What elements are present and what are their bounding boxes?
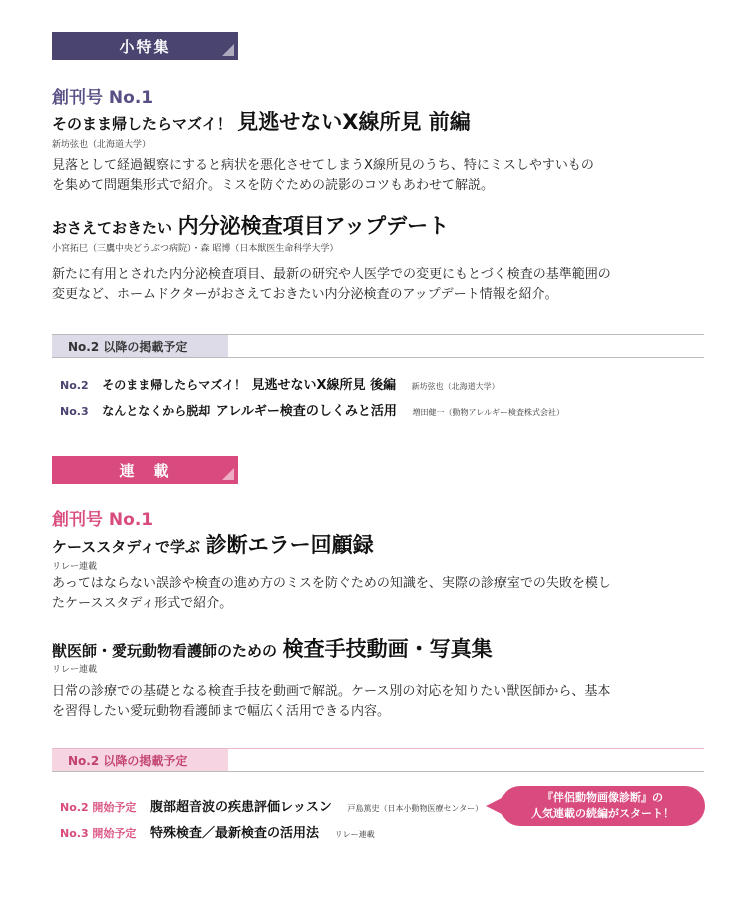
feature-schedule-label: No.2 以降の掲載予定: [52, 335, 228, 357]
feature-article-1-title: そのまま帰したらマズイ！ 見逃せないX線所見 前編: [52, 110, 471, 134]
feature-section-tab: [52, 32, 238, 60]
feature-schedule-item-2: No.2 そのまま帰したらマズイ！ 見逃せないX線所見 後編 新坊弦也（北海道大学）: [60, 378, 500, 393]
series-callout-bubble: 『伴侶動物画像診断』の 人気連載の続編がスタート！: [500, 786, 705, 826]
series-article-2-author: リレー連載: [52, 665, 98, 675]
series-tab-label: 連 載: [119, 461, 171, 480]
feature-schedule-item-3: No.3 なんとなくから脱却 アレルギー検査のしくみと活用 増田健一（動物アレルギー検査株式会社）: [60, 404, 564, 419]
feature-tab-label: 小特集: [119, 37, 171, 56]
series-section-tab: [52, 456, 238, 484]
feature-issue-label: 創刊号 No.1: [52, 88, 154, 108]
feature-schedule-header: [52, 334, 704, 358]
series-schedule-header: [52, 748, 704, 772]
feature-article-2-description: 新たに有用とされた内分泌検査項目、最新の研究や人医学での変更にもとづく検査の基準範囲の 変更など、ホームドクターがおさえておきたい内分泌検査のアップデート情報を紹介。: [52, 267, 611, 302]
series-article-1-title: ケーススタディで学ぶ 診断エラー回顧録: [52, 533, 374, 557]
series-schedule-item-3: No.3 開始予定 特殊検査／最新検査の活用法 リレー連載: [60, 826, 375, 841]
series-article-1-description: あってはならない誤診や検査の進め方のミスを防ぐための知識を、実際の診療室での失敗を模し たケーススタディ形式で紹介。: [52, 576, 611, 611]
feature-article-2-title: おさえておきたい 内分泌検査項目アップデート: [52, 214, 450, 238]
series-issue-label: 創刊号 No.1: [52, 510, 154, 530]
series-article-2-title: 獣医師・愛玩動物看護師のための 検査手技動画・写真集: [52, 637, 493, 661]
feature-article-1-author: 新坊弦也（北海道大学）: [52, 140, 152, 150]
series-article-1-author: リレー連載: [52, 562, 98, 572]
feature-article-1-description: 見落として経過観察にすると病状を悪化させてしまうX線所見のうち、特にミスしやすいもの を集めて問題集形式で紹介。ミスを防ぐための読影のコツもあわせて解説。: [52, 158, 594, 193]
tab-corner-decoration: [222, 468, 234, 480]
feature-article-2-author: 小宮拓巳（三鷹中央どうぶつ病院）・森 昭博（日本獣医生命科学大学）: [52, 244, 339, 254]
series-article-2-description: 日常の診療での基礎となる検査手技を動画で解説。ケース別の対応を知りたい獣医師から、基本 を習得したい愛玩動物看護師まで幅広く活用できる内容。: [52, 684, 611, 719]
tab-corner-decoration: [222, 44, 234, 56]
series-schedule-item-2: No.2 開始予定 腹部超音波の疾患評価レッスン 戸島篤史（日本小動物医療センター）: [60, 800, 484, 815]
series-schedule-label: No.2 以降の掲載予定: [52, 749, 228, 771]
